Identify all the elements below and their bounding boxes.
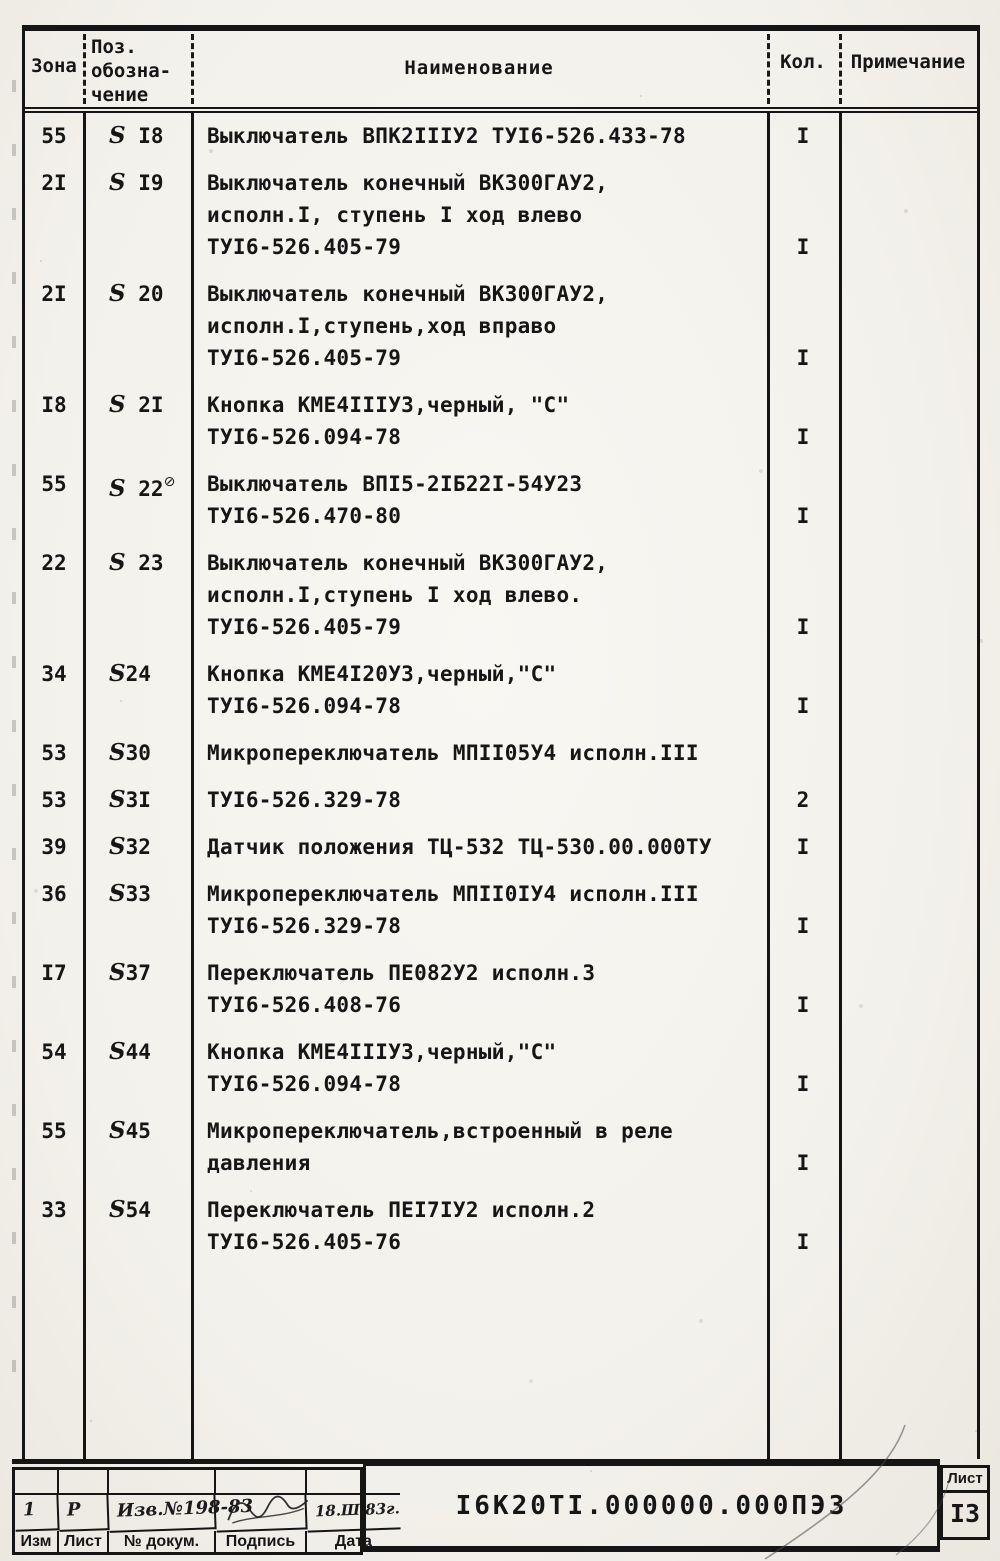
pos-designation-cell: S45 <box>109 1117 151 1144</box>
note-cell <box>839 1148 977 1180</box>
pos-designation-cell: S I8 <box>109 122 164 149</box>
pos-designation-cell: S3I <box>109 786 151 813</box>
note-cell <box>839 958 977 990</box>
name-cell: ТУI6-526.094-78 <box>207 1072 402 1096</box>
name-cell: Кнопка КМЕ4I20У3,черный,"С" <box>207 662 557 686</box>
zone-cell <box>25 990 83 1022</box>
table-row-line <box>25 279 977 311</box>
zone-cell: 2I <box>41 171 67 195</box>
pos-designation-cell: S I9 <box>109 169 164 196</box>
note-cell <box>839 738 977 770</box>
table-row-line <box>25 121 977 153</box>
table-row-line <box>25 879 977 911</box>
note-cell <box>839 832 977 864</box>
pos-letter: S <box>109 280 126 307</box>
table-row <box>25 390 977 454</box>
name-cell: Кнопка КМЕ4IIIУ3,черный, "С" <box>207 393 570 417</box>
zone-cell: 54 <box>41 1040 67 1064</box>
stamp-col-data: Дата <box>334 1533 372 1550</box>
pos-letter: S <box>109 1038 126 1065</box>
qty-cell <box>767 1195 839 1227</box>
table-row-line <box>25 1116 977 1148</box>
table-row-line <box>25 832 977 864</box>
header-divider <box>83 34 86 104</box>
name-cell: Микропереключатель,встроенный в реле <box>207 1119 673 1143</box>
table-row-line <box>25 659 977 691</box>
table-row-line <box>25 738 977 770</box>
qty-cell <box>767 311 839 343</box>
pos-letter: S <box>109 660 126 687</box>
pos-letter: S <box>109 1117 126 1144</box>
note-cell <box>839 232 977 264</box>
note-cell <box>839 548 977 580</box>
qty-cell <box>767 168 839 200</box>
name-cell: ТУI6-526.470-80 <box>207 504 402 528</box>
qty-cell: I <box>796 835 810 859</box>
table-row <box>25 1195 977 1259</box>
zone-cell: I8 <box>41 393 67 417</box>
zone-cell <box>25 612 83 644</box>
zone-cell <box>25 311 83 343</box>
zone-cell <box>25 1227 83 1259</box>
table-body <box>25 113 977 1459</box>
pos-designation-cell: S 22⊘ <box>109 474 176 502</box>
note-cell <box>839 612 977 644</box>
pos-designation-cell <box>83 1227 191 1259</box>
pos-designation-cell <box>83 343 191 375</box>
scan-speckles <box>0 0 2 2</box>
note-cell <box>839 1195 977 1227</box>
table-row <box>25 785 977 817</box>
table-row-line <box>25 785 977 817</box>
note-cell <box>839 1069 977 1101</box>
note-cell <box>839 279 977 311</box>
pos-designation-cell: S 2I <box>109 391 164 418</box>
stamp-col-izm: Изм <box>15 1531 59 1553</box>
pos-correction-mark: ⊘ <box>163 474 176 490</box>
table-row-line <box>25 691 977 723</box>
qty-cell <box>767 279 839 311</box>
document-number: I6К20ТI.000000.000ПЭЗ <box>455 1491 848 1521</box>
col-header-qty: Кол. <box>780 51 826 73</box>
zone-cell <box>25 343 83 375</box>
table-row-line <box>25 390 977 422</box>
table-row-line <box>25 1148 977 1180</box>
note-cell <box>839 168 977 200</box>
pos-designation-cell: S24 <box>109 660 151 687</box>
table-row <box>25 879 977 943</box>
table-row <box>25 738 977 770</box>
revision-stamp-table <box>12 1467 401 1555</box>
stamp-col-list: Лист <box>59 1531 109 1553</box>
col-header-name: Наименование <box>404 57 554 79</box>
document-number-box <box>363 1463 940 1552</box>
name-cell: Микропереключатель МПII0IУ4 исполн.III <box>207 882 699 906</box>
zone-cell: 55 <box>41 1119 67 1143</box>
note-cell <box>839 469 977 504</box>
revision-date-value: 18.Ш.83г. <box>306 1493 400 1532</box>
qty-cell: I <box>796 993 810 1017</box>
zone-cell <box>25 232 83 264</box>
pos-letter: S <box>109 739 126 766</box>
table-row <box>25 659 977 723</box>
name-cell: Переключатель ПЕ082У2 исполн.3 <box>207 961 596 985</box>
note-cell <box>839 659 977 691</box>
qty-cell: I <box>796 425 810 449</box>
pos-designation-cell <box>83 1148 191 1180</box>
name-cell: ТУI6-526.329-78 <box>207 914 402 938</box>
table-row <box>25 832 977 864</box>
qty-cell: I <box>796 1230 810 1254</box>
table-row-line <box>25 612 977 644</box>
table-row-line <box>25 168 977 200</box>
table-row <box>25 279 977 375</box>
qty-cell: 2 <box>796 788 810 812</box>
name-cell: Выключатель ВПI5-2IБ22I-54У23 <box>207 472 583 496</box>
zone-cell: 22 <box>41 551 67 575</box>
name-cell: исполн.I,ступень,ход вправо <box>207 314 557 338</box>
qty-cell: I <box>796 346 810 370</box>
signature-squiggle <box>225 1493 310 1526</box>
table-row-line <box>25 911 977 943</box>
stamp-empty-cell <box>109 1470 216 1495</box>
qty-cell <box>767 580 839 612</box>
sheet-label-box: Лист <box>940 1465 990 1493</box>
stamp-col-podpis: Подпись <box>216 1531 307 1553</box>
qty-cell <box>767 390 839 422</box>
pos-designation-cell: S33 <box>109 880 151 907</box>
zone-cell: 34 <box>41 662 67 686</box>
pos-designation-cell <box>83 422 191 454</box>
note-cell <box>839 200 977 232</box>
note-cell <box>839 390 977 422</box>
table-header-row <box>25 31 977 113</box>
pos-designation-cell <box>83 200 191 232</box>
name-cell: Выключатель конечный ВК300ГАУ2, <box>207 551 609 575</box>
table-row-line <box>25 580 977 612</box>
zone-cell: 53 <box>41 788 67 812</box>
pos-letter: S <box>109 1196 126 1223</box>
revision-izm-value: 1 <box>14 1494 59 1532</box>
name-cell: Выключатель конечный ВК300ГАУ2, <box>207 282 609 306</box>
zone-cell <box>25 1148 83 1180</box>
pos-designation-cell <box>83 501 191 533</box>
zone-cell: I7 <box>41 961 67 985</box>
table-row-line <box>25 1227 977 1259</box>
table-row <box>25 121 977 153</box>
table-row-line <box>25 469 977 501</box>
qty-cell: I <box>796 1151 810 1175</box>
name-cell: ТУI6-526.329-78 <box>207 788 402 812</box>
pos-designation-cell <box>83 990 191 1022</box>
table-row <box>25 958 977 1022</box>
note-cell <box>839 501 977 533</box>
table-row <box>25 1037 977 1101</box>
stamp-empty-cell <box>216 1470 307 1495</box>
note-cell <box>839 343 977 375</box>
pos-designation-cell: S30 <box>109 739 151 766</box>
note-cell <box>839 121 977 153</box>
zone-cell: 55 <box>41 124 67 148</box>
table-row-line <box>25 1069 977 1101</box>
pos-letter: S <box>109 122 126 149</box>
col-header-zone: Зона <box>31 55 77 77</box>
table-row-line <box>25 1195 977 1227</box>
name-cell: Кнопка КМЕ4IIIУ3,черный,"С" <box>207 1040 557 1064</box>
table-row-line <box>25 1037 977 1069</box>
pos-designation-cell: S 20 <box>109 280 164 307</box>
pos-designation-cell: S37 <box>109 959 151 986</box>
revision-signature <box>215 1493 307 1532</box>
table-row <box>25 548 977 644</box>
note-cell <box>839 691 977 723</box>
zone-cell <box>25 580 83 612</box>
parts-table <box>22 25 980 1459</box>
qty-cell: I <box>796 1072 810 1096</box>
pos-designation-cell <box>83 1069 191 1101</box>
pos-letter: S <box>109 391 126 418</box>
table-row-line <box>25 422 977 454</box>
col-header-pos-line3: чение <box>91 84 149 106</box>
pos-designation-cell <box>83 311 191 343</box>
qty-cell: I <box>796 914 810 938</box>
scan-edge-smudge <box>12 80 16 1410</box>
stamp-empty-cell <box>59 1470 109 1495</box>
table-row <box>25 1116 977 1180</box>
name-cell: исполн.I,ступень I ход влево. <box>207 583 583 607</box>
qty-cell <box>767 879 839 911</box>
table-row <box>25 168 977 264</box>
pos-letter: S <box>109 959 126 986</box>
name-cell: ТУI6-526.094-78 <box>207 694 402 718</box>
name-cell: Переключатель ПЕI7IУ2 исполн.2 <box>207 1198 596 1222</box>
table-row-line <box>25 200 977 232</box>
qty-cell: I <box>796 124 810 148</box>
qty-cell <box>767 469 839 504</box>
note-cell <box>839 422 977 454</box>
zone-cell <box>25 200 83 232</box>
name-cell: Датчик положения ТЦ-532 ТЦ-530.00.000ТУ <box>207 835 712 859</box>
name-cell: исполн.I, ступень I ход влево <box>207 203 583 227</box>
pos-letter: S <box>109 833 126 860</box>
note-cell <box>839 785 977 817</box>
qty-cell <box>767 200 839 232</box>
zone-cell <box>25 911 83 943</box>
table-row <box>25 469 977 533</box>
zone-cell: 53 <box>41 741 67 765</box>
pos-designation-cell <box>83 612 191 644</box>
pos-designation-cell <box>83 691 191 723</box>
note-cell <box>839 911 977 943</box>
pos-letter: S <box>109 786 126 813</box>
col-header-pos-line2: обозна- <box>91 60 172 82</box>
name-cell: ТУI6-526.094-78 <box>207 425 402 449</box>
pos-letter: S <box>109 475 126 502</box>
note-cell <box>839 1116 977 1148</box>
stamp-col-docnum: № докум. <box>109 1531 216 1553</box>
table-row-line <box>25 232 977 264</box>
name-cell: ТУI6-526.405-79 <box>207 615 402 639</box>
table-row-line <box>25 311 977 343</box>
revision-doc-value: Изв.№198-83 <box>108 1493 216 1533</box>
zone-cell: 39 <box>41 835 67 859</box>
name-cell: ТУI6-526.405-79 <box>207 346 402 370</box>
table-row-line <box>25 548 977 580</box>
zone-cell: 36 <box>41 882 67 906</box>
name-cell: ТУI6-526.408-76 <box>207 993 402 1017</box>
note-cell <box>839 580 977 612</box>
pos-designation-cell: S32 <box>109 833 151 860</box>
col-header-pos-line1: Поз. <box>91 36 137 58</box>
note-cell <box>839 1227 977 1259</box>
note-cell <box>839 311 977 343</box>
qty-cell: I <box>796 694 810 718</box>
qty-cell: I <box>796 615 810 639</box>
qty-cell <box>767 1037 839 1069</box>
qty-cell: I <box>796 504 810 528</box>
zone-cell: 33 <box>41 1198 67 1222</box>
zone-cell <box>25 501 83 533</box>
sheet-number-box: I3 <box>940 1493 990 1540</box>
zone-cell: 55 <box>41 472 67 496</box>
note-cell <box>839 990 977 1022</box>
name-cell: ТУI6-526.405-76 <box>207 1230 402 1254</box>
note-cell <box>839 879 977 911</box>
table-row-line <box>25 501 977 533</box>
pos-designation-cell <box>83 232 191 264</box>
qty-cell <box>767 548 839 580</box>
qty-cell: I <box>796 235 810 259</box>
pos-designation-cell: S54 <box>109 1196 151 1223</box>
qty-cell <box>767 738 839 770</box>
pos-designation-cell <box>83 911 191 943</box>
name-cell: Выключатель ВПК2IIIУ2 ТУI6-526.433-78 <box>207 124 686 148</box>
zone-cell <box>25 1069 83 1101</box>
col-header-note: Примечание <box>850 51 966 73</box>
pos-letter: S <box>109 880 126 907</box>
col-header-pos <box>91 35 171 107</box>
stamp-empty-cell <box>15 1470 59 1495</box>
zone-cell: 2I <box>41 282 67 306</box>
pos-designation-cell <box>83 580 191 612</box>
table-row-line <box>25 343 977 375</box>
pos-designation-cell: S44 <box>109 1038 151 1065</box>
note-cell <box>839 1037 977 1069</box>
table-row-line <box>25 990 977 1022</box>
qty-cell <box>767 1116 839 1148</box>
pos-designation-cell: S 23 <box>109 549 164 576</box>
pos-letter: S <box>109 549 126 576</box>
revision-list-value: Р <box>58 1494 109 1532</box>
name-cell: давления <box>207 1151 311 1175</box>
zone-cell <box>25 691 83 723</box>
name-cell: Выключатель конечный ВК300ГАУ2, <box>207 171 609 195</box>
qty-cell <box>767 958 839 990</box>
name-cell: ТУI6-526.405-79 <box>207 235 402 259</box>
name-cell: Микропереключатель МПII05У4 исполн.III <box>207 741 699 765</box>
pos-letter: S <box>109 169 126 196</box>
zone-cell <box>25 422 83 454</box>
qty-cell <box>767 659 839 691</box>
table-row-line <box>25 958 977 990</box>
